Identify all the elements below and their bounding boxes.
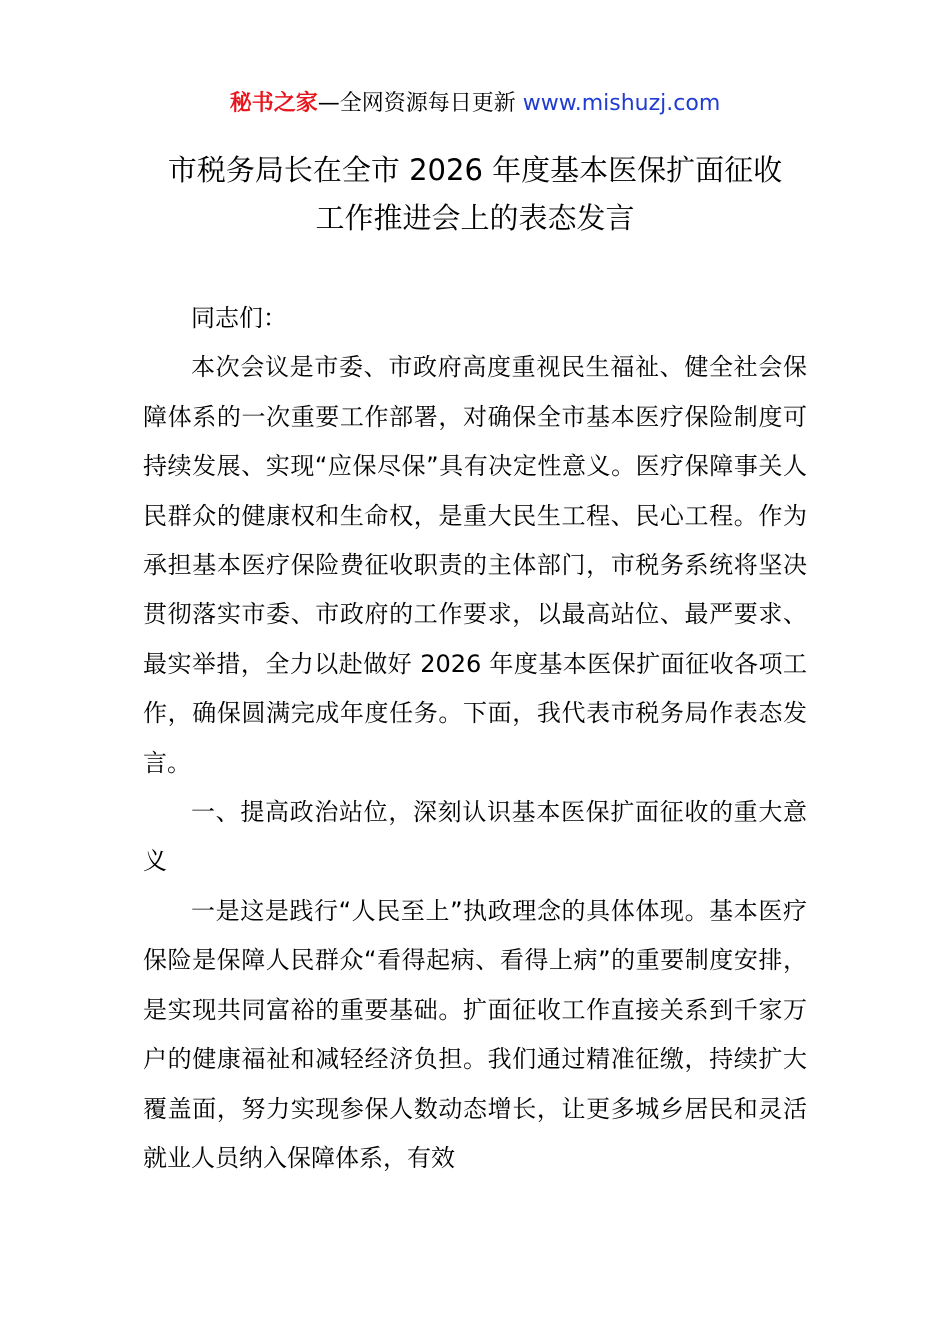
salutation: 同志们： [191,304,287,332]
paragraph-1: 本次会议是市委、市政府高度重视民生福祉、健全社会保障体系的一次重要工作部署，对确保全市基本医疗保险制度可持续发展、实现“应保尽保”具有决定性意义。医疗保障事关人民群众的健康权和生命权，是重大民生工程、民心工程。作为承担基本医疗保险费征收职责的主体部门，市税务系统将坚决贯彻落实市委、市政府的工作要求，以最高站位、最严要求、最实举措，全力以赴做好 2026 年度基本医保扩面征收各项工作，确保圆满完成年度任务。下面，我代表市税务局作表态发言。 [143,353,807,777]
document-body [143,294,807,1183]
site-url-link[interactable]: www.mishuzj.com [522,91,721,116]
title-line-2: 工作推进会上的表态发言 [315,201,635,235]
section-heading-1: 一、提高政治站位，深刻认识基本医保扩面征收的重大意义 [143,798,807,876]
site-header [0,88,950,120]
paragraph-2: 一是这是践行“人民至上”执政理念的具体体现。基本医疗保险是保障人民群众“看得起病、看得上病”的重要制度安排，是实现共同富裕的重要基础。扩面征收工作直接关系到千家万户的健康福祉和减轻经济负担。我们通过精准征缴，持续扩大覆盖面，努力实现参保人数动态增长，让更多城乡居民和灵活就业人员纳入保障体系，有效 [143,896,807,1172]
document-title [0,146,950,242]
header-tagline: —全网资源每日更新 [317,91,523,116]
brand-name: 秘书之家 [229,91,318,116]
title-line-1: 市税务局长在全市 2026 年度基本医保扩面征收 [167,153,783,187]
